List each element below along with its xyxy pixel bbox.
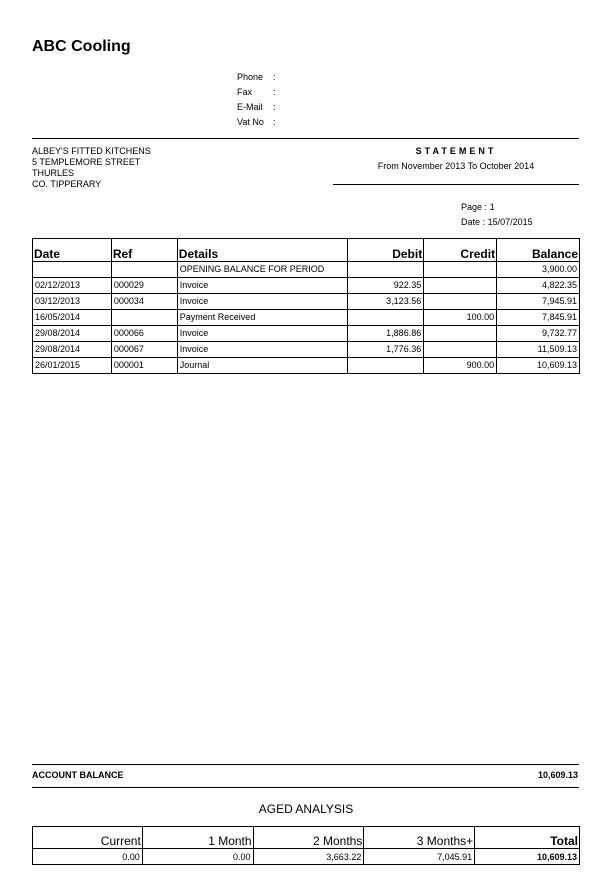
account-balance-value: 10,609.13 bbox=[537, 770, 578, 780]
cell-ref bbox=[111, 262, 177, 278]
aged-header-total: Total bbox=[475, 827, 580, 849]
statement-period: From November 2013 To October 2014 bbox=[377, 161, 535, 171]
address-line: THURLES bbox=[32, 168, 75, 178]
vat-separator: : bbox=[273, 117, 276, 127]
aged-header-row bbox=[33, 827, 580, 849]
page-number-row bbox=[461, 200, 533, 215]
aged-header-2-months: 2 Months bbox=[253, 827, 364, 849]
table-row bbox=[33, 326, 580, 342]
cell-details: Invoice bbox=[177, 294, 348, 310]
date-value: 15/07/2015 bbox=[487, 217, 533, 227]
aged-header-current: Current bbox=[33, 827, 143, 849]
cell-balance: 3,900.00 bbox=[497, 262, 580, 278]
company-name: ABC Cooling bbox=[32, 38, 131, 55]
address-line: CO. TIPPERARY bbox=[32, 179, 102, 189]
cell-balance: 4,822.35 bbox=[497, 278, 580, 294]
cell-ref: 000066 bbox=[111, 326, 177, 342]
cell-date: 03/12/2013 bbox=[33, 294, 112, 310]
page-label: Page bbox=[461, 202, 483, 212]
balance-bottom-divider bbox=[32, 787, 579, 788]
statement-title: STATEMENT bbox=[415, 146, 497, 156]
cell-debit bbox=[348, 310, 424, 326]
cell-balance: 11,509.13 bbox=[497, 342, 580, 358]
header-debit: Debit bbox=[348, 239, 424, 262]
cell-balance: 7,945.91 bbox=[497, 294, 580, 310]
cell-details: Invoice bbox=[177, 326, 348, 342]
cell-details: Invoice bbox=[177, 342, 348, 358]
date-label: Date bbox=[461, 217, 481, 227]
cell-debit: 1,776.36 bbox=[348, 342, 424, 358]
fax-row bbox=[237, 85, 276, 100]
statement-date-row bbox=[461, 215, 533, 230]
cell-date: 29/08/2014 bbox=[33, 326, 112, 342]
cell-details: Invoice bbox=[177, 278, 348, 294]
phone-row bbox=[237, 70, 276, 85]
table-row bbox=[33, 342, 580, 358]
vat-row bbox=[237, 115, 276, 130]
cell-date: 29/08/2014 bbox=[33, 342, 112, 358]
page-info bbox=[461, 200, 533, 230]
aged-header-3-months: 3 Months+ bbox=[364, 827, 475, 849]
table-row bbox=[33, 294, 580, 310]
cell-details: Journal bbox=[177, 358, 348, 374]
cell-date: 16/05/2014 bbox=[33, 310, 112, 326]
vat-label: Vat No bbox=[237, 117, 264, 127]
header-details: Details bbox=[177, 239, 348, 262]
phone-label: Phone bbox=[237, 72, 264, 82]
cell-details: OPENING BALANCE FOR PERIOD bbox=[177, 262, 348, 278]
aged-value-total: 10,609.13 bbox=[475, 849, 580, 865]
company-contact-block bbox=[237, 70, 276, 130]
cell-balance: 9,732.77 bbox=[497, 326, 580, 342]
cell-ref: 000029 bbox=[111, 278, 177, 294]
cell-debit: 1,886.86 bbox=[348, 326, 424, 342]
table-header-row bbox=[33, 239, 580, 262]
aged-header-1-month: 1 Month bbox=[142, 827, 253, 849]
table-row bbox=[33, 310, 580, 326]
date-separator: : bbox=[482, 217, 486, 227]
cell-credit bbox=[424, 294, 497, 310]
cell-credit bbox=[424, 326, 497, 342]
transactions-table bbox=[32, 238, 580, 374]
cell-ref bbox=[111, 310, 177, 326]
cell-balance: 7,845.91 bbox=[497, 310, 580, 326]
header-balance: Balance bbox=[497, 239, 580, 262]
fax-label: Fax bbox=[237, 87, 253, 97]
cell-date: 02/12/2013 bbox=[33, 278, 112, 294]
account-balance-label: ACCOUNT BALANCE bbox=[32, 770, 124, 780]
aged-value-1-month: 0.00 bbox=[142, 849, 253, 865]
customer-address bbox=[32, 146, 151, 190]
cell-credit: 100.00 bbox=[424, 310, 497, 326]
cell-credit bbox=[424, 262, 497, 278]
cell-credit bbox=[424, 278, 497, 294]
cell-debit: 922.35 bbox=[348, 278, 424, 294]
email-row bbox=[237, 100, 276, 115]
cell-details: Payment Received bbox=[177, 310, 348, 326]
cell-debit bbox=[348, 358, 424, 374]
cell-credit bbox=[424, 342, 497, 358]
aged-value-2-months: 3,663.22 bbox=[253, 849, 364, 865]
table-row bbox=[33, 278, 580, 294]
table-row bbox=[33, 358, 580, 374]
page-separator: : bbox=[484, 202, 488, 212]
aged-value-3-months: 7,045.91 bbox=[364, 849, 475, 865]
phone-separator: : bbox=[273, 72, 276, 82]
aged-values-row bbox=[33, 849, 580, 865]
cell-debit: 3,123.56 bbox=[348, 294, 424, 310]
cell-ref: 000034 bbox=[111, 294, 177, 310]
address-line: 5 TEMPLEMORE STREET bbox=[32, 157, 141, 167]
cell-debit bbox=[348, 262, 424, 278]
header-credit: Credit bbox=[424, 239, 497, 262]
cell-date bbox=[33, 262, 112, 278]
email-separator: : bbox=[273, 102, 276, 112]
address-line: ALBEY'S FITTED KITCHENS bbox=[32, 146, 151, 156]
cell-ref: 000001 bbox=[111, 358, 177, 374]
cell-credit: 900.00 bbox=[424, 358, 497, 374]
aged-analysis-table bbox=[32, 826, 580, 865]
balance-top-divider bbox=[32, 764, 579, 765]
cell-ref: 000067 bbox=[111, 342, 177, 358]
statement-divider bbox=[333, 184, 579, 185]
table-row bbox=[33, 262, 580, 278]
page-value: 1 bbox=[489, 202, 495, 212]
header-divider bbox=[32, 138, 579, 139]
aged-value-current: 0.00 bbox=[33, 849, 143, 865]
email-label: E-Mail bbox=[237, 102, 263, 112]
header-ref: Ref bbox=[111, 239, 177, 262]
cell-date: 26/01/2015 bbox=[33, 358, 112, 374]
header-date: Date bbox=[33, 239, 112, 262]
aged-analysis-title: AGED ANALYSIS bbox=[258, 802, 354, 816]
cell-balance: 10,609.13 bbox=[497, 358, 580, 374]
fax-separator: : bbox=[273, 87, 276, 97]
